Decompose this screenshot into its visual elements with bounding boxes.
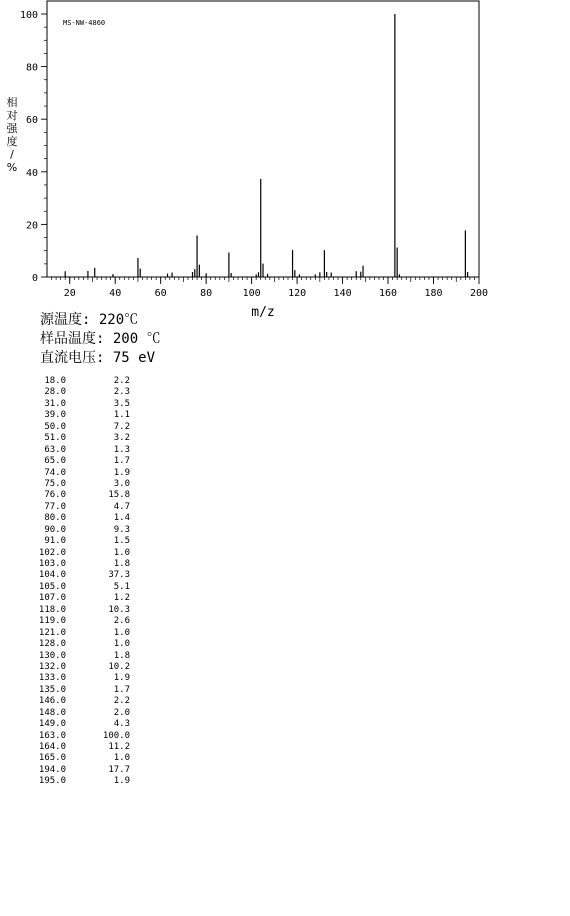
peak-mz: 128.0 <box>38 639 66 650</box>
peak-abundance: 3.2 <box>113 433 130 444</box>
peak-row <box>28 673 138 684</box>
x-tick-label: 160 <box>379 288 398 299</box>
peak-abundance: 11.2 <box>108 742 130 752</box>
peak-abundance: 1.0 <box>113 547 130 558</box>
x-tick-label: 60 <box>154 288 167 299</box>
peak-row <box>28 525 138 536</box>
x-tick-label: 40 <box>109 288 122 299</box>
peak-mz: 164.0 <box>38 742 66 752</box>
peak-mz: 130.0 <box>38 650 66 661</box>
peak-row <box>28 708 138 719</box>
y-tick-label: 60 <box>25 115 38 127</box>
peak-mz: 195.0 <box>38 776 66 787</box>
peak-abundance: 2.2 <box>113 696 130 707</box>
peak-mz: 118.0 <box>38 604 66 615</box>
peak-row <box>28 651 138 662</box>
peak-abundance: 10.3 <box>108 604 130 615</box>
peak-mz: 119.0 <box>38 616 66 627</box>
peak-row <box>28 753 138 764</box>
peak-abundance: 1.4 <box>113 513 130 524</box>
peak-abundance: 1.7 <box>113 684 130 695</box>
peak-row <box>28 616 138 627</box>
y-axis-label: 相对强度/ % <box>6 96 18 174</box>
y-tick-label: 0 <box>31 273 38 284</box>
peak-mz: 18.0 <box>44 376 66 386</box>
axis-ticks <box>20 10 488 299</box>
peak-row <box>28 639 138 650</box>
peak-mz: 194.0 <box>38 764 66 775</box>
peak-abundance: 1.9 <box>113 776 130 787</box>
peak-abundance: 4.3 <box>113 719 130 730</box>
peak-abundance: 1.5 <box>113 536 130 547</box>
peak-mz: 133.0 <box>38 673 66 684</box>
peak-row <box>28 731 138 742</box>
peak-row <box>28 456 138 467</box>
peak-mz: 149.0 <box>38 719 66 730</box>
peak-abundance: 1.9 <box>113 467 130 478</box>
peak-mz: 90.0 <box>44 524 66 535</box>
peak-abundance: 100.0 <box>102 730 130 741</box>
peak-mz: 31.0 <box>44 398 66 409</box>
peak-abundance: 1.1 <box>113 410 130 421</box>
peak-row <box>28 376 138 387</box>
peak-row <box>28 548 138 559</box>
y-tick-label: 40 <box>25 167 38 179</box>
peak-mz: 135.0 <box>38 684 66 695</box>
peak-mz: 65.0 <box>44 456 66 467</box>
peak-row <box>28 502 138 513</box>
source-temperature: 源温度: 220℃ <box>40 312 139 328</box>
peak-abundance: 2.2 <box>113 376 130 386</box>
peak-abundance: 10.2 <box>108 661 130 672</box>
peak-mz: 165.0 <box>38 753 66 764</box>
peak-mz: 74.0 <box>44 467 66 478</box>
peak-mz: 80.0 <box>44 513 66 524</box>
peak-row <box>28 387 138 398</box>
peak-mz: 121.0 <box>38 627 66 638</box>
peak-abundance: 1.7 <box>113 456 130 467</box>
peak-row <box>28 422 138 433</box>
peak-row <box>28 445 138 456</box>
peak-mz: 50.0 <box>44 421 66 432</box>
peak-mz: 28.0 <box>44 387 66 398</box>
peak-row <box>28 468 138 479</box>
peak-mz: 39.0 <box>44 410 66 421</box>
peak-row <box>28 399 138 410</box>
peak-abundance: 7.2 <box>113 421 130 432</box>
peak-abundance: 37.3 <box>108 570 130 581</box>
peak-row <box>28 662 138 673</box>
peak-mz: 132.0 <box>38 661 66 672</box>
peak-row <box>28 479 138 490</box>
x-tick-label: 180 <box>424 288 443 299</box>
peak-mz: 146.0 <box>38 696 66 707</box>
peak-mz: 76.0 <box>44 490 66 501</box>
peak-abundance: 5.1 <box>113 581 130 592</box>
mass-spectrum-chart <box>0 0 570 330</box>
peak-row <box>28 719 138 730</box>
peak-row <box>28 582 138 593</box>
plot-frame <box>47 1 479 277</box>
peak-row <box>28 570 138 581</box>
peak-mz: 107.0 <box>38 593 66 604</box>
peak-abundance: 1.9 <box>113 673 130 684</box>
peak-row <box>28 628 138 639</box>
peak-abundance: 17.7 <box>108 764 130 775</box>
peak-row <box>28 605 138 616</box>
x-tick-label: 120 <box>288 288 307 299</box>
peak-row <box>28 593 138 604</box>
peak-mz: 75.0 <box>44 478 66 489</box>
spectrum-bars <box>65 14 467 277</box>
y-tick-label: 80 <box>25 62 38 74</box>
peak-mz: 102.0 <box>38 547 66 558</box>
peak-abundance: 1.3 <box>113 444 130 455</box>
peak-abundance: 1.8 <box>113 559 130 569</box>
x-tick-label: 200 <box>469 288 489 299</box>
x-tick-label: 140 <box>333 288 352 299</box>
x-tick-label: 80 <box>200 288 213 299</box>
sample-temperature: 样品温度: 200 ℃ <box>40 331 161 347</box>
peak-row <box>28 776 138 787</box>
peak-mz: 104.0 <box>38 570 66 581</box>
chart-code-label: MS-NW-4860 <box>63 19 106 27</box>
peak-mz: 103.0 <box>38 559 66 569</box>
peak-abundance: 1.0 <box>113 627 130 638</box>
peak-mz: 63.0 <box>44 444 66 455</box>
peak-mz: 51.0 <box>44 433 66 444</box>
peak-abundance: 1.8 <box>113 650 130 661</box>
peak-row <box>28 490 138 501</box>
y-tick-label: 20 <box>25 220 38 232</box>
peak-abundance: 1.0 <box>113 753 130 764</box>
peak-abundance: 2.0 <box>113 707 130 718</box>
peak-row <box>28 696 138 707</box>
peak-row <box>28 536 138 547</box>
peak-mz: 77.0 <box>44 501 66 512</box>
peak-row <box>28 685 138 696</box>
peak-abundance: 9.3 <box>113 524 130 535</box>
y-tick-label: 100 <box>19 10 38 21</box>
peak-mz: 91.0 <box>44 536 66 547</box>
peak-mz: 163.0 <box>38 730 66 741</box>
peak-row <box>28 559 138 570</box>
peak-table <box>28 376 138 788</box>
peak-abundance: 3.0 <box>113 478 130 489</box>
peak-row <box>28 765 138 776</box>
peak-row <box>28 513 138 524</box>
peak-abundance: 3.5 <box>113 398 130 409</box>
peak-abundance: 2.3 <box>113 387 130 398</box>
x-axis-label: m/z <box>251 305 275 320</box>
x-tick-label: 20 <box>63 288 76 299</box>
dc-voltage: 直流电压: 75 eV <box>40 350 156 366</box>
peak-abundance: 2.6 <box>113 616 130 627</box>
peak-abundance: 4.7 <box>113 501 130 512</box>
peak-row <box>28 742 138 753</box>
peak-mz: 105.0 <box>38 581 66 592</box>
peak-row <box>28 433 138 444</box>
peak-abundance: 15.8 <box>108 490 130 501</box>
x-tick-label: 100 <box>242 288 261 299</box>
peak-abundance: 1.0 <box>113 639 130 650</box>
peak-mz: 148.0 <box>38 707 66 718</box>
peak-abundance: 1.2 <box>113 593 130 604</box>
peak-row <box>28 410 138 421</box>
